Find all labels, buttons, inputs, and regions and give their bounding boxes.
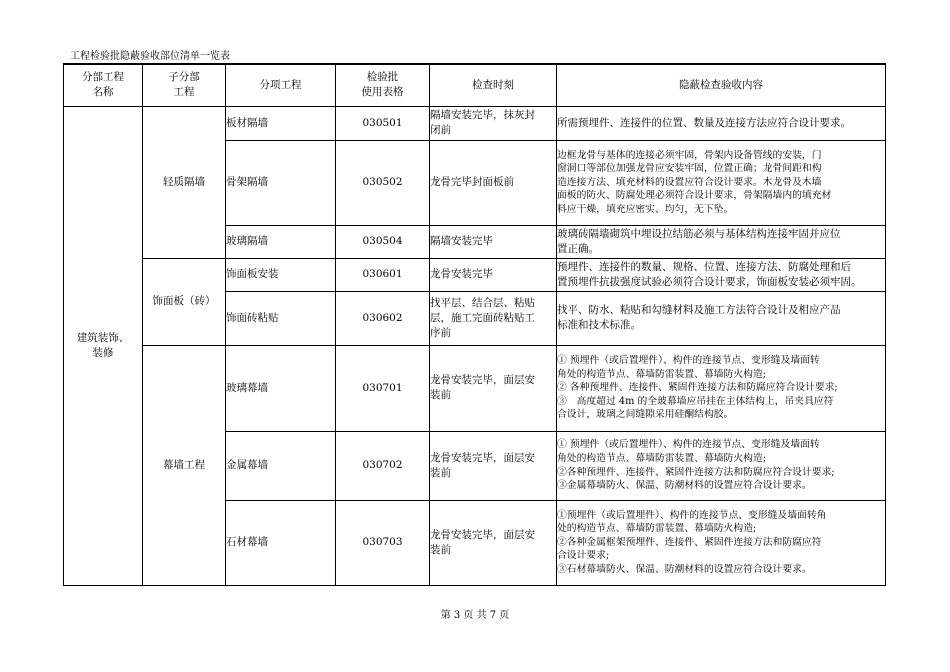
content-cell: 预埋件、连接件的数量、规格、位置、连接方法、防腐处理和后 置预埋件抗拔强度试验必须符合设计要求，饰面板安装必须牢固。 — [557, 258, 886, 291]
item-cell: 骨架隔墙 — [226, 140, 336, 225]
item-cell: 饰面板安装 — [226, 258, 336, 291]
table-row — [64, 106, 886, 140]
form-cell: 030703 — [336, 500, 430, 585]
time-cell: 找平层、结合层、粘贴 层，施工完面砖粘贴工 序前 — [430, 291, 557, 345]
document-title: 工程检验批隐蔽验收部位清单一览表 — [70, 51, 230, 62]
header-item: 分项工程 — [226, 64, 336, 106]
table-row — [64, 345, 886, 431]
time-cell: 龙骨完毕封面板前 — [430, 140, 557, 225]
time-cell: 龙骨安装完毕，面层安 装前 — [430, 431, 557, 500]
form-cell: 030701 — [336, 345, 430, 431]
header-sub-division: 子分部 工程 — [143, 64, 226, 106]
item-cell: 玻璃隔墙 — [226, 225, 336, 258]
content-cell: 找平、防水、粘贴和勾缝材料及施工方法符合设计及相应产品 标准和技术标准。 — [557, 291, 886, 345]
content-cell: ①预埋件（或后置埋件）、构件的连接节点、变形缝及墙面转角 处的构造节点、幕墙防雷装置、幕墙防火构造; ②各种金属框架预埋件、连接件、紧固件连接方法和防腐应符 合设计要求; ③石材幕墙防火、保温、防潮材料的设置应符合设计要求。 — [557, 500, 886, 585]
item-cell: 金属幕墙 — [226, 431, 336, 500]
sub-division-facing: 饰面板（砖） — [143, 258, 226, 345]
time-cell: 龙骨安装完毕 — [430, 258, 557, 291]
header-form: 检验批 使用表格 — [336, 64, 430, 106]
header-content: 隐蔽检查验收内容 — [557, 64, 886, 106]
header-row — [64, 64, 886, 106]
division-cell: 建筑装饰、 装修 — [64, 106, 143, 585]
item-cell: 饰面砖粘贴 — [226, 291, 336, 345]
form-cell: 030601 — [336, 258, 430, 291]
form-cell: 030502 — [336, 140, 430, 225]
form-cell: 030504 — [336, 225, 430, 258]
inspection-table — [63, 63, 886, 586]
form-cell: 030602 — [336, 291, 430, 345]
header-time: 检查时刻 — [430, 64, 557, 106]
item-cell: 玻璃幕墙 — [226, 345, 336, 431]
table-row — [64, 258, 886, 291]
sub-division-light-partition: 轻质隔墙 — [143, 106, 226, 258]
content-cell: 所需预埋件、连接件的位置、数量及连接方法应符合设计要求。 — [557, 106, 886, 140]
item-cell: 石材幕墙 — [226, 500, 336, 585]
header-division: 分部工程 名称 — [64, 64, 143, 106]
time-cell: 隔墙安装完毕 — [430, 225, 557, 258]
sub-division-curtain-wall: 幕墙工程 — [143, 345, 226, 585]
content-cell: ① 预埋件（或后置埋件）、构件的连接节点、变形缝及墙面转 角处的构造节点、幕墙防雷装置、幕墙防火构造; ② 各种预埋件、连接件、紧固件连接方法和防腐应符合设计要求; ③ 高度超过 4m 的全玻幕墙应吊挂在主体结构上，吊夹具应符 合设计，玻璃之间缝隙采用硅酮结构胶。 — [557, 345, 886, 431]
content-cell: 边框龙骨与基体的连接必须牢固，骨架内设备管线的安装，门 窗洞口等部位加强龙骨应安装牢固，位置正确；龙骨间距和构 造连接方法、填充材料的设置应符合设计要求。木龙骨及木墙 面板的防火、防腐处理必须符合设计要求，骨架隔墙内的填充材 料应干燥，填充应密实、均匀，无下坠。 — [557, 140, 886, 225]
content-cell: ① 预埋件（或后置埋件）、构件的连接节点、变形缝及墙面转 角处的构造节点、幕墙防雷装置、幕墙防火构造; ②各种预埋件、连接件、紧固件连接方法和防腐应符合设计要求; ③金属幕墙防火、保温、防潮材料的设置应符合设计要求。 — [557, 431, 886, 500]
form-cell: 030501 — [336, 106, 430, 140]
form-cell: 030702 — [336, 431, 430, 500]
content-cell: 玻璃砖隔墙砌筑中埋设拉结筋必须与基体结构连接牢固并应位 置正确。 — [557, 225, 886, 258]
time-cell: 龙骨安装完毕，面层安 装前 — [430, 345, 557, 431]
item-cell: 板材隔墙 — [226, 106, 336, 140]
page-number: 第 3 页 共 7 页 — [440, 610, 510, 621]
time-cell: 隔墙安装完毕，抹灰封 闭前 — [430, 106, 557, 140]
time-cell: 龙骨安装完毕，面层安 装前 — [430, 500, 557, 585]
